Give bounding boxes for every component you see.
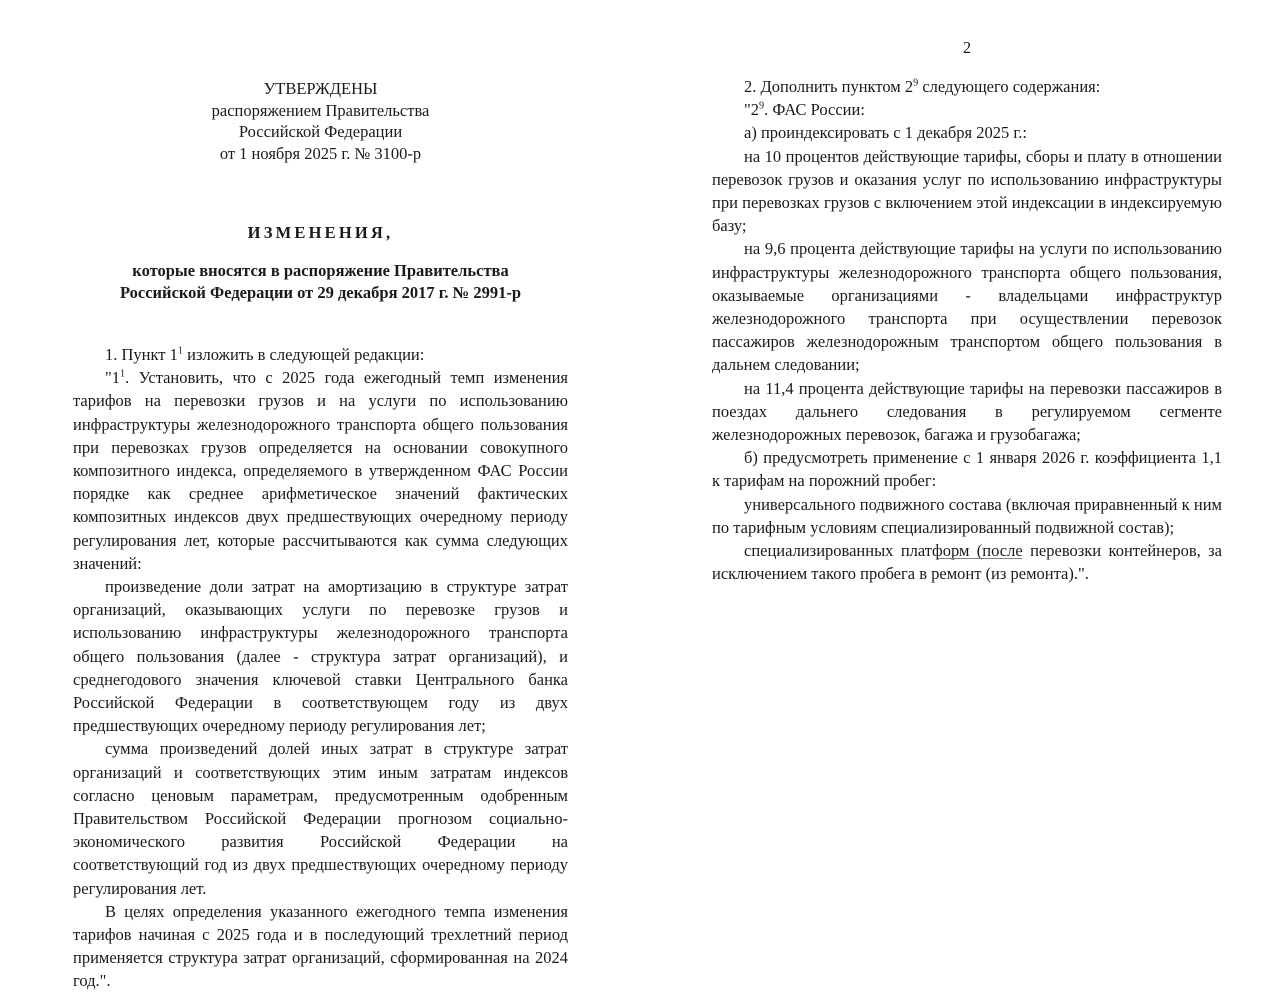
paragraph-text: "1: [105, 368, 120, 388]
title-subtitle-line-2: Российской Федерации от 29 декабря 2017 г. № 2991-р: [119, 283, 522, 302]
approval-line-4: от 1 ноября 2025 г. № 3100-р: [219, 143, 422, 163]
paragraph-specialized-platforms: специализированных платформ (после перевозки контейнеров, за исключением такого пробега в ремонт (из ремонта).".: [712, 541, 1222, 584]
approval-line-3: Российской Федерации: [238, 122, 403, 141]
paragraph-item-2-9: [712, 98, 1222, 121]
paragraph-cost-structure-2024: В целях определения указанного ежегодного темпа изменения тарифов начиная с 2025 года и в последующий трехлетний период применяется структура затрат организаций, сформированная на 2024 год.".: [73, 901, 568, 991]
paragraph-text-cont: . Установить, что с 2025 года ежегодный темп изменения тарифов на перевозки грузов и на услуги по использованию инфраструктуры железнодорожного транспорта общего пользования при перевозках грузов определяется на основании совокупного композитного индекса, определяемого в утвержденном ФАС России порядке как среднее арифметическое значений фактических композитных индексов двух предшествующих очередному периоду регулирования лет, которые рассчитываются как сумма следующих значений:: [73, 368, 568, 573]
superscript-marker: 1: [120, 368, 126, 380]
superscript-marker: 9: [759, 100, 765, 112]
paragraph-depreciation-share: произведение доли затрат на амортизацию в структуре затрат организаций, оказывающих услуги по перевозке грузов и использованию инфраструктуры железнодорожного транспорта общего пользования (далее - структура затрат организаций), и среднегодового значения ключевой ставки Центрального банка Российской Федерации в соответствующем году из двух предшествующих очередному периоду регулирования лет;: [73, 577, 568, 736]
title-heading: ИЗМЕНЕНИЯ,: [247, 223, 394, 242]
paragraph-subitem-a: а) проиндексировать с 1 декабря 2025 г.:: [744, 123, 1027, 143]
approval-line-2: распоряжением Правительства: [211, 100, 430, 120]
right-column-body: [712, 75, 1222, 585]
paragraph-text: "2: [744, 100, 759, 120]
approval-block: [73, 78, 568, 164]
approval-line-1: УТВЕРЖДЕНЫ: [263, 79, 378, 98]
paragraph-text: 2. Дополнить пунктом 2: [744, 77, 914, 96]
paragraph-indexation-11-4-percent: на 11,4 процента действующие тарифы на перевозки пассажиров в поездах дальнего следования в регулируемом сегменте железнодорожных перевозок, багажа и грузобагажа;: [712, 378, 1222, 445]
paragraph-universal-rolling-stock: универсального подвижного состава (включая приравненный к ним по тарифным условиям специализированный подвижной состав);: [712, 494, 1222, 537]
paragraph-indexation-9-6-percent: на 9,6 процента действующие тарифы на услуги по использованию инфраструктуры железнодорожного транспорта общего пользования, оказываемые организациями - владельцами инфраструктур железнодорожного транспорта при осуществлении перевозок пассажиров железнодорожным транспортом общего пользования в дальнем следовании;: [712, 239, 1222, 375]
left-column-body: [73, 343, 568, 993]
paragraph-text: 1. Пункт 1: [105, 345, 178, 364]
title-subtitle-line-1: которые вносятся в распоряжение Правительства: [132, 261, 509, 280]
paragraph-subitem-b: б) предусмотреть применение с 1 января 2026 г. коэффициента 1,1 к тарифам на порожний пробег:: [712, 448, 1222, 491]
paragraph-other-costs-sum: сумма произведений долей иных затрат в структуре затрат организаций и соответствующих этим иным затратам индексов согласно ценовым параметрам, предусмотренным одобренным Правительством Российской Федерации прогнозом социально-экономического развития Российской Федерации на соответствующий год из двух предшествующих очередному периоду регулирования лет.: [73, 739, 568, 898]
paragraph-text-cont: изложить в следующей редакции:: [183, 345, 425, 364]
page-number: 2: [962, 38, 972, 57]
superscript-marker: 9: [913, 77, 919, 89]
end-of-document-rule: [938, 558, 1022, 559]
superscript-marker: 1: [177, 345, 183, 357]
paragraph-text-cont: следующего содержания:: [918, 77, 1101, 96]
paragraph-indexation-10-percent: на 10 процентов действующие тарифы, сборы и плату в отношении перевозок грузов и оказания услуг по использованию инфраструктуры при перевозках грузов с включением этой индексации в индексируемую базу;: [712, 146, 1222, 236]
paragraph-text-cont: . ФАС России:: [764, 100, 865, 120]
paragraph-item-1: [73, 343, 568, 366]
paragraph-item-2: [712, 75, 1222, 98]
document-title: [73, 222, 568, 304]
paragraph-item-1-1: [73, 366, 568, 575]
